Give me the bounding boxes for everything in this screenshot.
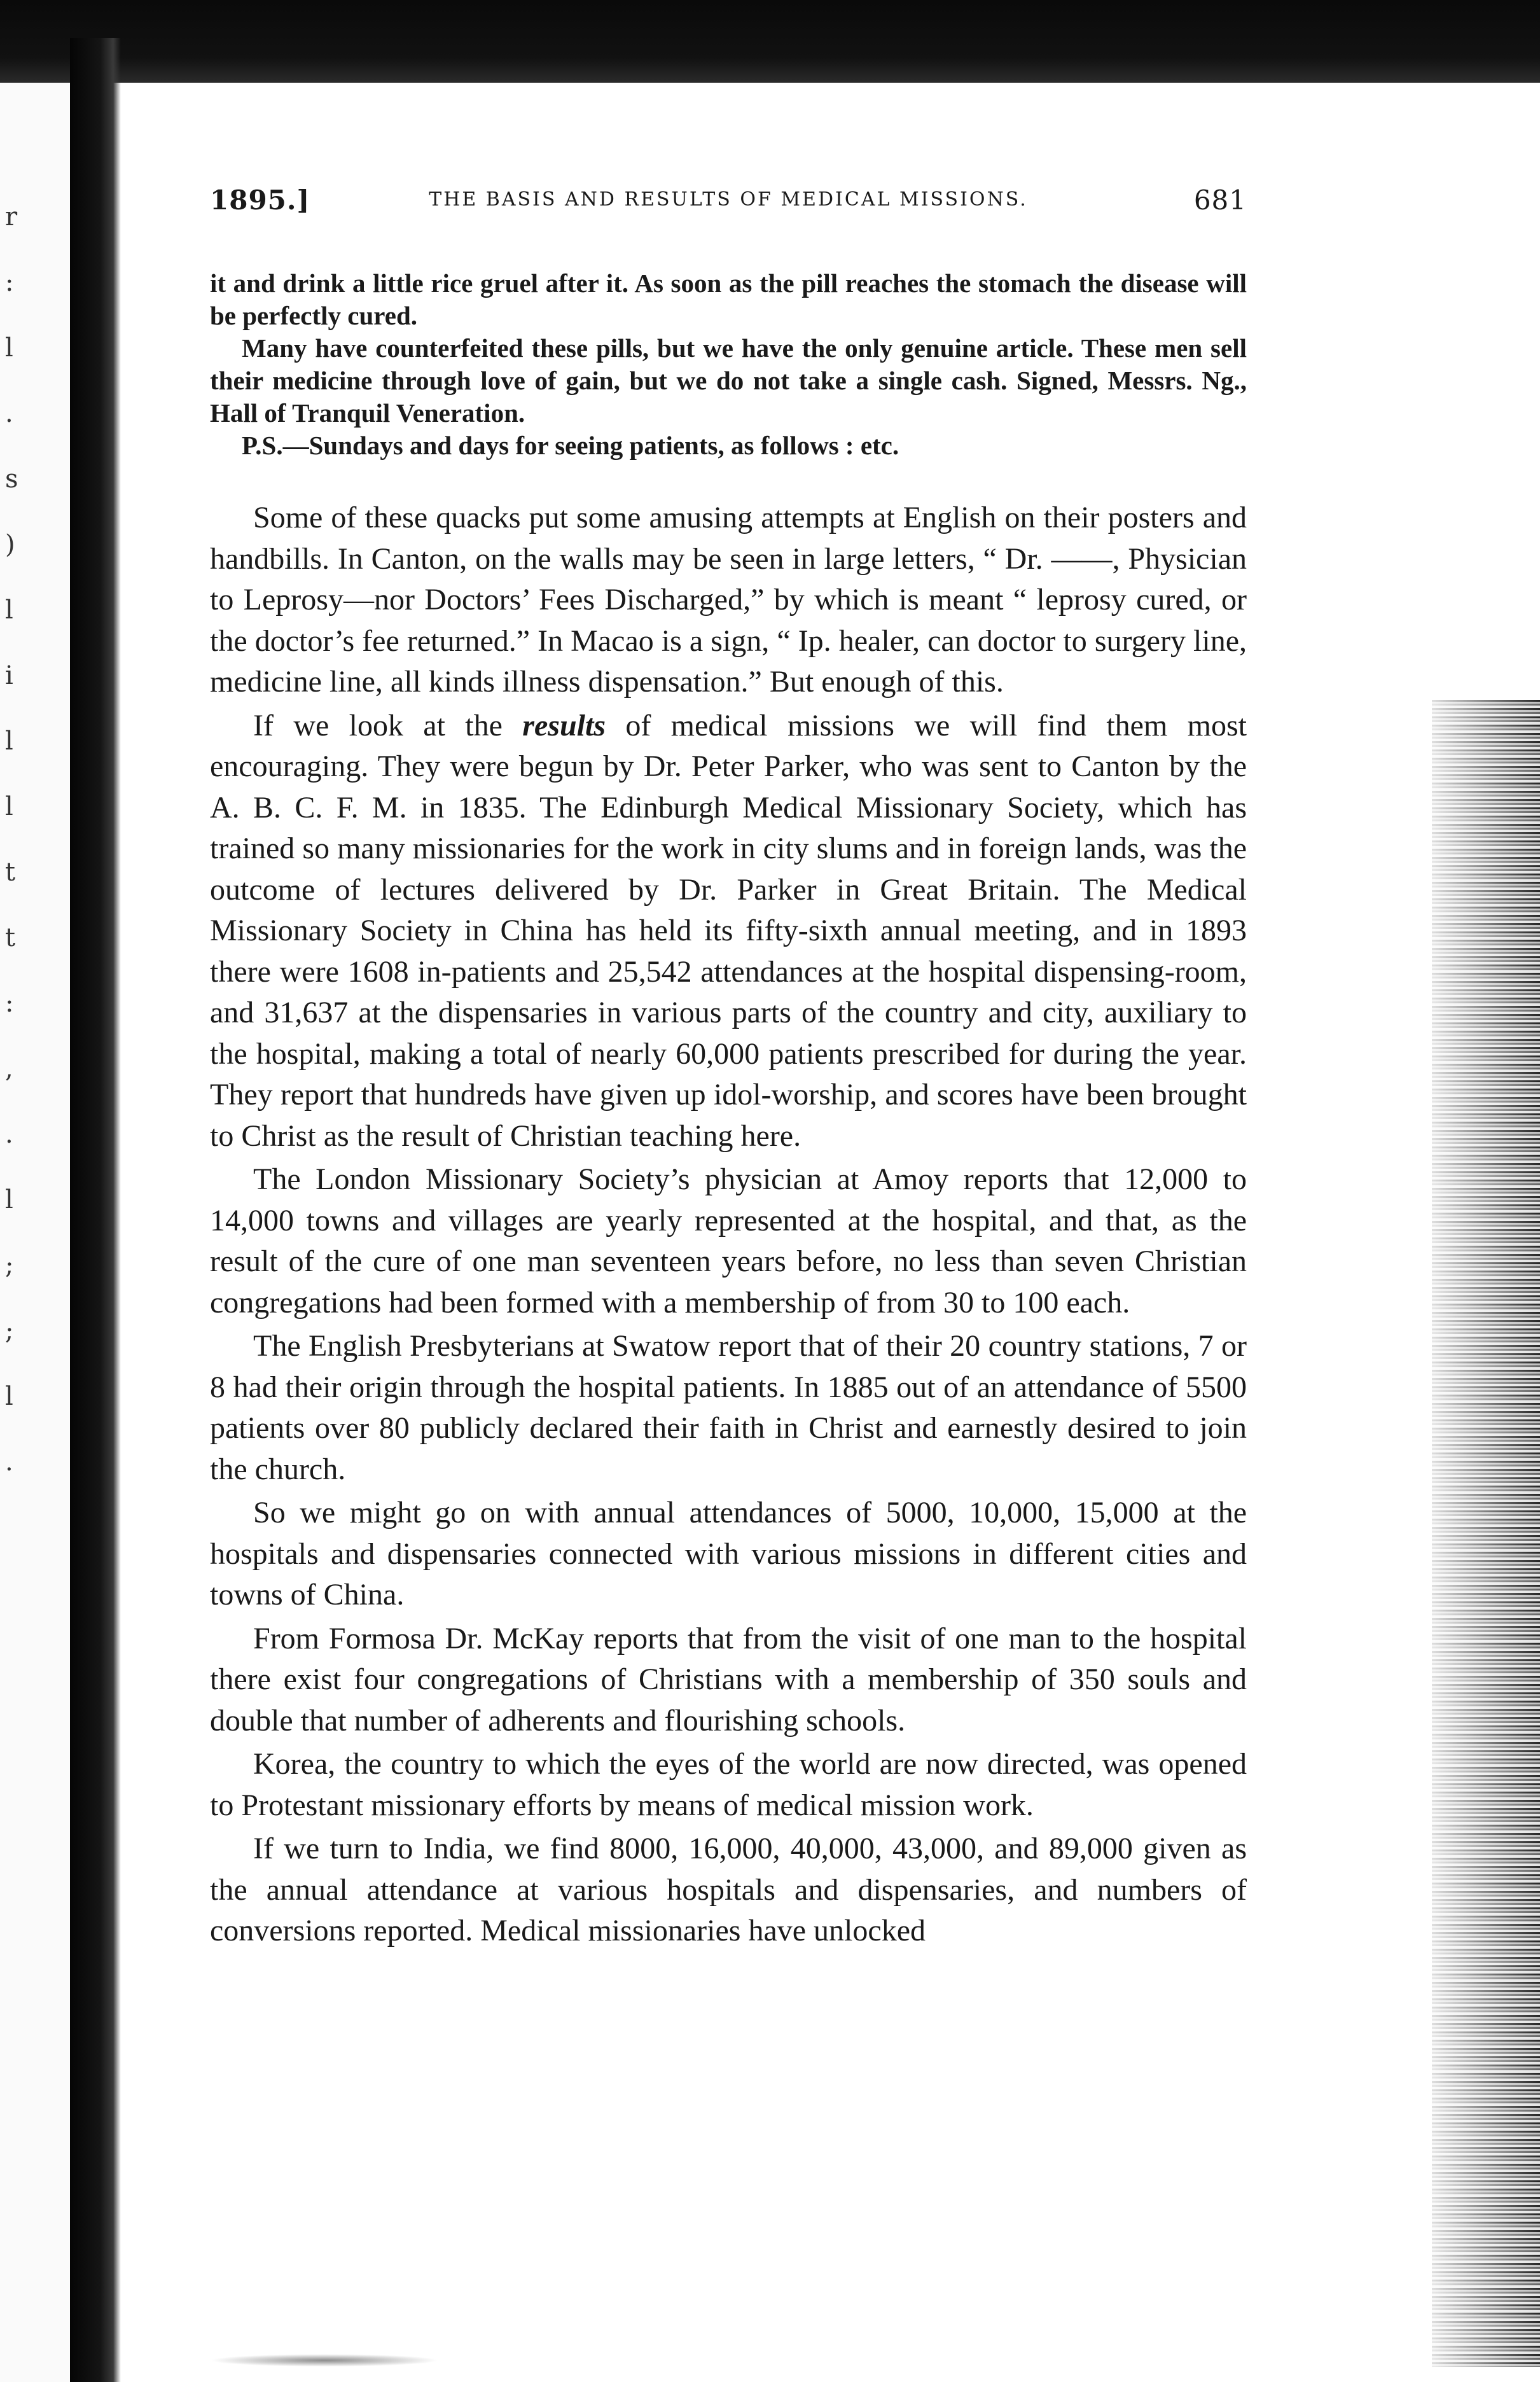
margin-mark: l (5, 727, 13, 756)
margin-mark: t (5, 858, 16, 887)
header-title: THE BASIS AND RESULTS OF MEDICAL MISSIONS. (429, 188, 1028, 211)
scan-smudge (210, 2354, 439, 2367)
paragraph: Korea, the country to which the eyes of the world are now directed, was opened to Protestant missionary efforts by means of medical mission work. (210, 1747, 1247, 1822)
margin-mark: ) (5, 530, 15, 559)
body-text (210, 498, 1247, 1952)
quoted-paragraph: Many have counterfeited these pills, but we have the only genuine article. These men sell their medicine through love of gain, but we do not take a single cash. Signed, Messrs. Ng., Hall of Tranquil Veneration. (210, 333, 1247, 428)
margin-mark: l (5, 1382, 13, 1411)
paragraph: If we turn to India, we find 8000, 16,000, 40,000, 43,000, and 89,000 given as the annual attendance at various hospitals and dispensaries, and numbers of conversions reported. Medical missionaries have unlocked (210, 1832, 1247, 1947)
running-head (210, 185, 1247, 229)
paragraph: Some of these quacks put some amusing attempts at English on their posters and handbills. In Canton, on the walls may be seen in large letters, “ Dr. ——, Physician to Leprosy—nor Doctors’ Fees Discharged,” by which is meant “ leprosy cured, or the doctor’s fee returned.” In Macao is a sign, “ Ip. healer, can doctor to surgery line, medicine line, all kinds illness dispensation.” But enough of this. (210, 501, 1247, 699)
page-number: 681 (1193, 185, 1247, 216)
margin-mark: ; (5, 1316, 14, 1346)
text-run: of medical missions we will find them most encouraging. They were begun by Dr. Peter Parker, who was sent to Canton by the A. B. C. F. M. in 1835. The Edinburgh Medical Missionary Society, which has trained so many missionaries for the work in city slums and in foreign lands, was the outcome of lectures delivered by Dr. Parker in Great Britain. The Medical Missionary Society in China has held its fifty-sixth annual meeting, and in 1893 there were 1608 in-patients and 25,542 attendances at the hospital dispensing-room, and 31,637 at the dispensaries in various parts of the country and city, auxiliary to the hospital, making a total of nearly 60,000 patients prescribed for during the year. They report that hundreds have given up idol-worship, and scores have been brought to Christ as the result of Christian teaching here. (210, 708, 1247, 1153)
scan-page-edge (1432, 700, 1540, 2367)
margin-bleed-marks (5, 185, 31, 1495)
margin-mark: . (5, 1120, 13, 1149)
margin-mark: , (5, 1054, 13, 1083)
paragraph: The English Presbyterians at Swatow report that of their 20 country stations, 7 or 8 had their origin through the hospital patients. In 1885 out of an attendance of 5500 patients over 80 publicly declared their faith in Christ and earnestly desired to join the church. (210, 1329, 1247, 1486)
margin-mark: l (5, 596, 13, 625)
paragraph: From Formosa Dr. McKay reports that from the visit of one man to the hospital there exist four congregations of Christians with a membership of 350 souls and double that number of adherents and flourishing schools. (210, 1621, 1247, 1738)
margin-mark: : (5, 268, 14, 297)
quoted-paragraph: it and drink a little rice gruel after it. As soon as the pill reaches the stomach the disease will be perfectly cured. (210, 268, 1247, 330)
margin-mark: l (5, 792, 13, 821)
paragraph: The London Missionary Society’s physician at Amoy reports that 12,000 to 14,000 towns and villages are yearly represented at the hospital, and that, as the result of the cure of one man seventeen years before, no less than seven Christian congregations had been formed with a membership of from 30 to 100 each. (210, 1162, 1247, 1320)
paragraph: So we might go on with annual attendances of 5000, 10,000, 15,000 at the hospitals and dispensaries connected with various missions in different cities and towns of China. (210, 1496, 1247, 1612)
emphasis: results (522, 708, 606, 742)
margin-mark: i (5, 661, 13, 690)
margin-mark: . (5, 399, 13, 428)
margin-mark: : (5, 989, 14, 1018)
margin-mark: l (5, 1185, 13, 1215)
margin-mark: r (5, 202, 18, 232)
scan-gutter-shadow (70, 38, 121, 2382)
text-run: If we look at the (253, 708, 523, 742)
paragraph (210, 706, 1247, 1157)
quoted-handbill (210, 267, 1247, 462)
book-page (210, 185, 1247, 1952)
header-year: 1895.] (210, 185, 310, 216)
margin-mark: . (5, 1447, 13, 1477)
margin-mark: t (5, 923, 16, 952)
scan-top-border (0, 0, 1540, 83)
margin-mark: l (5, 333, 13, 363)
quoted-postscript: P.S.—Sundays and days for seeing patients, as follows : etc. (242, 431, 899, 460)
margin-mark: ; (5, 1251, 14, 1280)
margin-mark: s (5, 464, 18, 494)
